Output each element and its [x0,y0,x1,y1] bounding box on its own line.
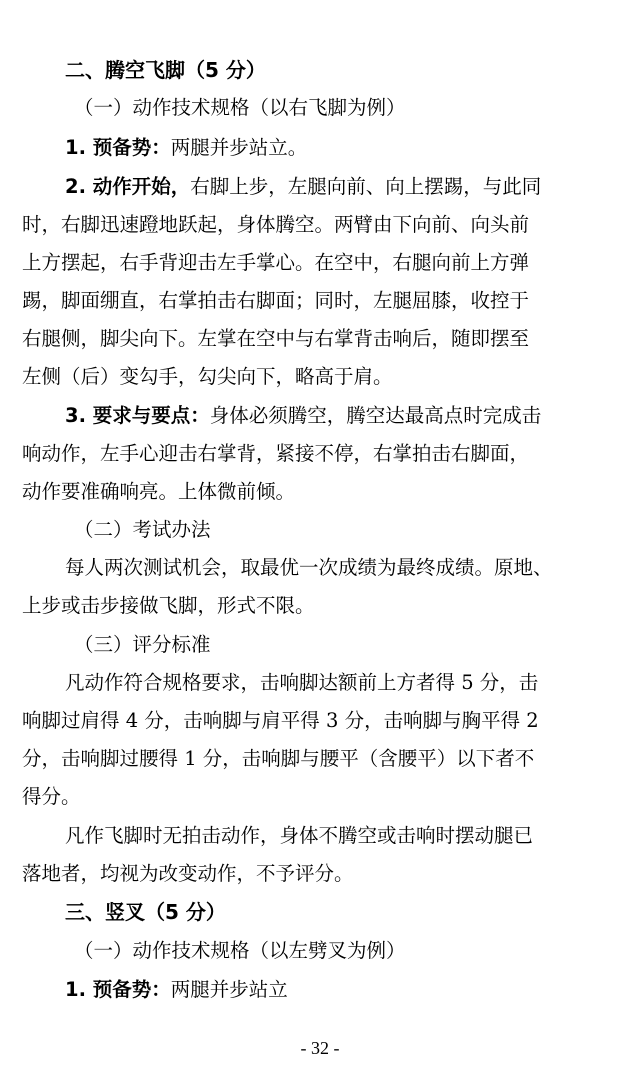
section-heading-3 [65,898,226,926]
subsection-heading [74,94,406,122]
item-text: 两腿并步站立 [170,978,288,1001]
item-text: 两腿并步站立。 [170,136,308,159]
line-text: 响动作，左手心迎击右掌背，紧接不停，右掌拍击右脚面， [22,442,530,465]
subsection-text: （一）动作技术规格（以右飞脚为例） [74,96,406,119]
paragraph-line [22,707,539,735]
paragraph-line [65,554,553,582]
line-text: 上方摆起，右手背迎击左手掌心。在空中，右腿向前上方弹 [22,251,530,274]
paragraph-line [65,669,538,697]
line-text: 每人两次测试机会，取最优一次成绩为最终成绩。原地、 [65,556,553,579]
paragraph-line [65,822,533,850]
paragraph-line [22,287,529,315]
paragraph-line [65,134,307,162]
paragraph-line [22,211,529,239]
paragraph-line [22,592,315,620]
paragraph-line [65,173,541,201]
item-label: 1. 预备势： [65,136,171,159]
line-text: 响脚过肩得 4 分，击响脚与肩平得 3 分，击响脚与胸平得 2 [22,709,539,732]
line-text: 得分。 [22,785,81,808]
item-label: 1. 预备势： [65,978,171,1001]
line-text: 落地者，均视为改变动作，不予评分。 [22,862,354,885]
paragraph-line [22,860,354,888]
subsection-text: （一）动作技术规格（以左劈叉为例） [74,939,406,962]
paragraph-line [22,249,529,277]
paragraph-line [22,363,393,391]
item-label: 2. 动作开始， [65,175,191,198]
item-text: 身体必须腾空，腾空达最高点时完成击 [209,404,542,427]
heading-text: 三、竖叉（5 分） [65,900,226,924]
paragraph-line [22,745,534,773]
line-text: 上步或击步接做飞脚，形式不限。 [22,594,315,617]
line-text: 凡作飞脚时无拍击动作，身体不腾空或击响时摆动腿已 [65,824,534,847]
line-text: 时，右脚迅速蹬地跃起，身体腾空。两臂由下向前、向头前 [22,213,530,236]
line-text: 动作要准确响亮。上体微前倾。 [22,480,296,503]
paragraph-line [65,976,288,1004]
heading-text: 二、腾空飞脚（5 分） [65,58,266,82]
subsection-heading [74,516,211,544]
subsection-heading [74,631,211,659]
paragraph-line [22,325,529,353]
paragraph-line [65,402,541,430]
line-text: 踢，脚面绷直，右掌拍击右脚面；同时，左腿屈膝，收控于 [22,289,530,312]
paragraph-line [22,478,295,506]
section-heading-2 [65,56,266,84]
paragraph-line [22,440,529,468]
paragraph-line [22,783,81,811]
subsection-text: （二）考试办法 [74,518,211,541]
subsection-text: （三）评分标准 [74,633,211,656]
subsection-heading [74,937,406,965]
line-text: 分，击响脚过腰得 1 分，击响脚与腰平（含腰平）以下者不 [22,747,535,770]
item-text: 右脚上步，左腿向前、向上摆踢，与此同 [190,175,542,198]
line-text: 右腿侧，脚尖向下。左掌在空中与右掌背击响后，随即摆至 [22,327,530,350]
line-text: 左侧（后）变勾手，勾尖向下，略高于肩。 [22,365,393,388]
line-text: 凡动作符合规格要求，击响脚达额前上方者得 5 分，击 [65,671,539,694]
page-number: - 32 - [300,1038,340,1058]
item-label: 3. 要求与要点： [65,404,210,427]
